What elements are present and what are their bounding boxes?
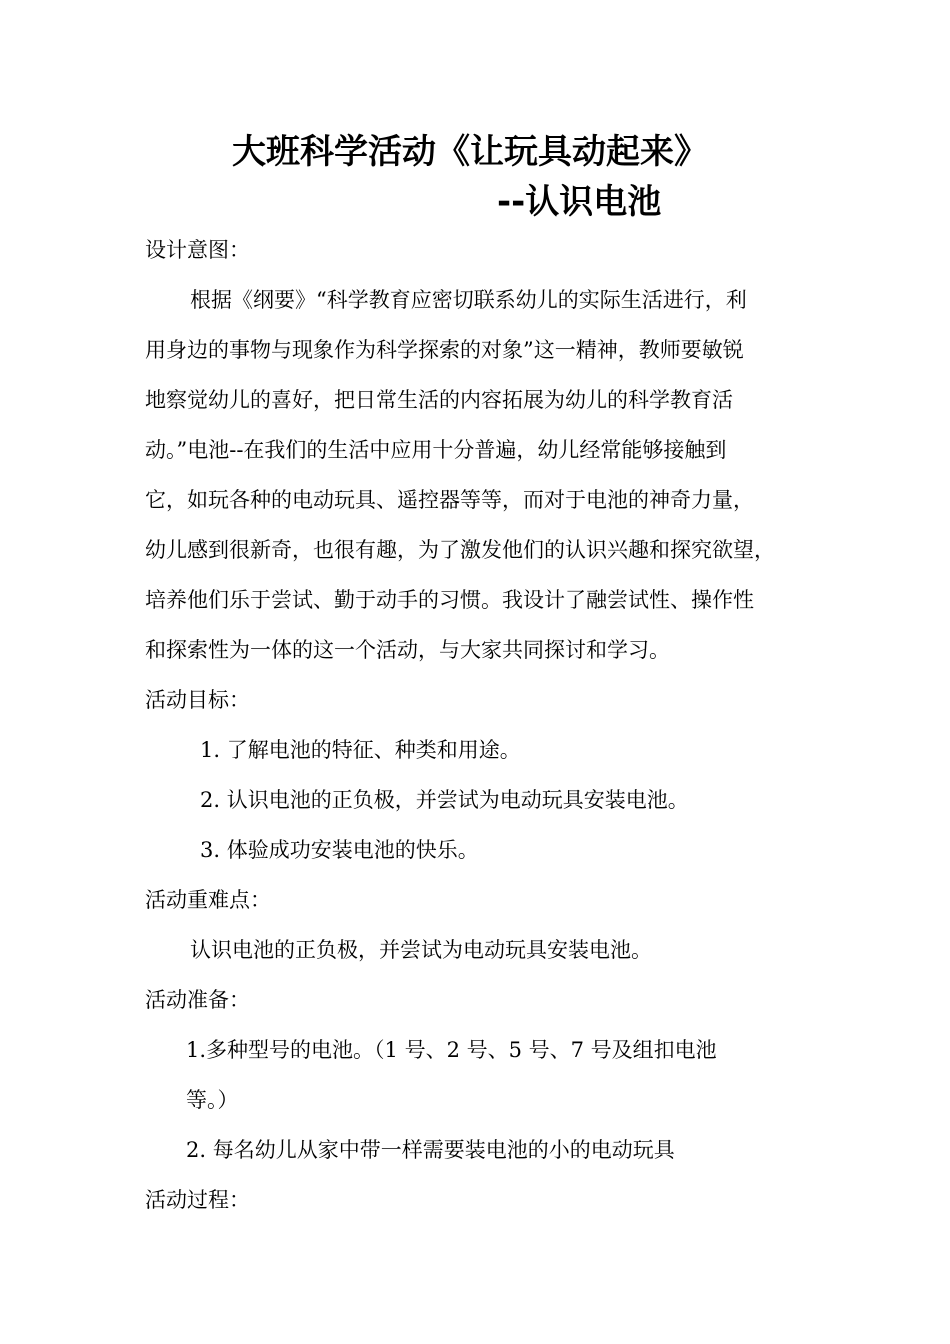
paragraph-line: 培养他们乐于尝试、勤于动手的习惯。我设计了融尝试性、操作性 [145,588,754,612]
goal-item: 3. 体验成功安装电池的快乐。 [200,838,479,862]
paragraph-line: 地察觉幼儿的喜好，把日常生活的内容拓展为幼儿的科学教育活 [145,388,733,412]
preparation-line: 等。） [186,1088,239,1112]
key-points-text: 认识电池的正负极，并尝试为电动玩具安装电池。 [190,938,652,962]
process-heading: 活动过程： [145,1188,250,1212]
paragraph-line: 幼儿感到很新奇，也很有趣，为了激发他们的认识兴趣和探究欲望， [145,538,775,562]
design-intent-heading: 设计意图： [145,238,250,262]
paragraph-line: 用身边的事物与现象作为科学探索的对象”这一精神，教师要敏锐 [145,338,744,362]
goals-heading: 活动目标： [145,688,250,712]
paragraph-line: 和探索性为一体的这一个活动，与大家共同探讨和学习。 [145,638,670,662]
preparation-line: 2. 每名幼儿从家中带一样需要装电池的小的电动玩具 [186,1138,675,1162]
paragraph-line: 动。”电池--在我们的生活中应用十分普遍，幼儿经常能够接触到 [145,438,727,462]
preparation-heading: 活动准备： [145,988,250,1012]
document-subtitle: --认识电池 [497,182,662,222]
key-points-heading: 活动重难点： [145,888,271,912]
goal-item: 1. 了解电池的特征、种类和用途。 [200,738,521,762]
document-title: 大班科学活动《让玩具动起来》 [232,132,708,172]
paragraph-line: 它，如玩各种的电动玩具、遥控器等等，而对于电池的神奇力量， [145,488,754,512]
paragraph-line: 根据《纲要》“科学教育应密切联系幼儿的实际生活进行，利 [190,288,747,312]
goal-item: 2. 认识电池的正负极，并尝试为电动玩具安装电池。 [200,788,689,812]
preparation-line: 1.多种型号的电池。（1 号、2 号、5 号、7 号及组扣电池 [186,1038,717,1062]
